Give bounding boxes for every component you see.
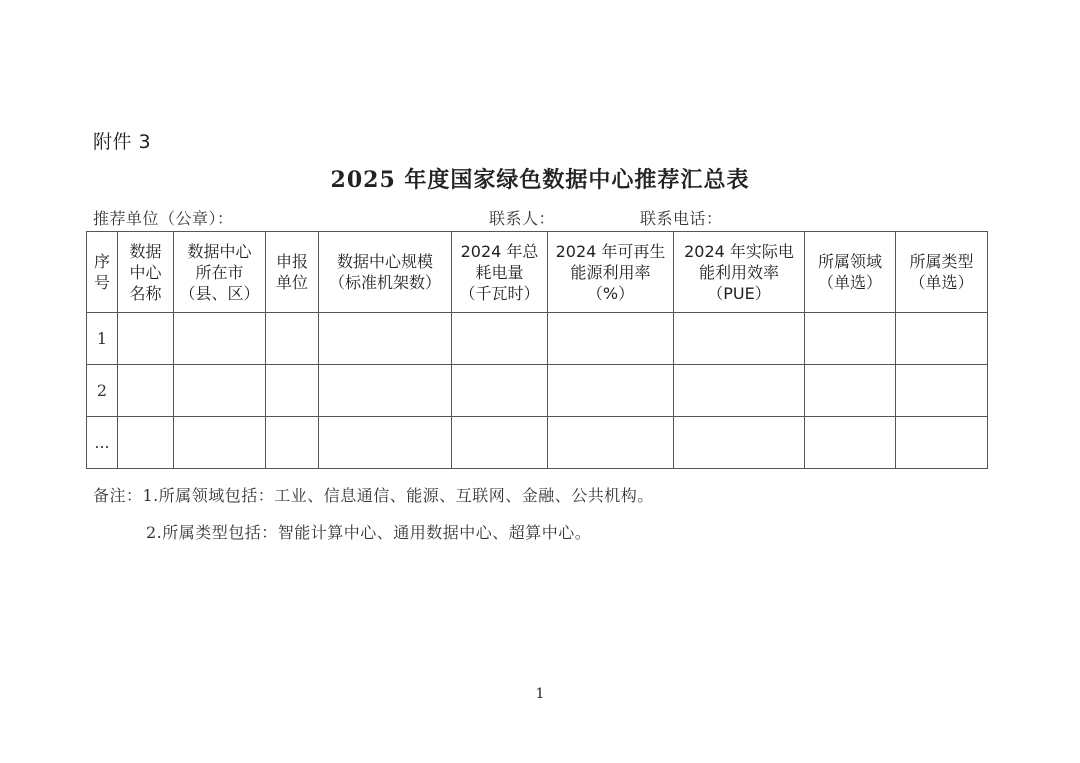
header-dc-name: 数据 中心 名称: [118, 232, 174, 313]
table-cell: [174, 313, 266, 365]
header-index: 序 号: [87, 232, 118, 313]
table-cell: [266, 313, 319, 365]
table-row: [87, 365, 988, 417]
summary-table: [86, 231, 988, 469]
contact-phone-label: 联系电话：: [640, 209, 723, 228]
table-cell: [896, 313, 988, 365]
table-cell: [805, 417, 896, 469]
table-cell: [896, 365, 988, 417]
header-pue: 2024 年实际电 能利用效率 （PUE）: [674, 232, 805, 313]
table-cell: [452, 417, 548, 469]
header-dc-location: 数据中心 所在市 （县、区）: [174, 232, 266, 313]
table-cell: [548, 365, 674, 417]
recommending-unit-label: 推荐单位（公章）：: [93, 209, 234, 228]
table-cell: [266, 365, 319, 417]
table-cell: [118, 365, 174, 417]
table-row: [87, 313, 988, 365]
table-cell: [319, 365, 452, 417]
note-type: 2.所属类型包括：智能计算中心、通用数据中心、超算中心。: [146, 523, 592, 542]
table-row: [87, 417, 988, 469]
table-header-row: [87, 232, 988, 313]
document-title: 2025 年度国家绿色数据中心推荐汇总表: [330, 167, 750, 193]
table-cell: [452, 313, 548, 365]
header-dc-scale: 数据中心规模 （标准机架数）: [319, 232, 452, 313]
row-index-cell: 1: [87, 313, 118, 365]
header-total-power: 2024 年总 耗电量 （千瓦时）: [452, 232, 548, 313]
table-cell: [805, 365, 896, 417]
table-cell: [266, 417, 319, 469]
table-cell: [548, 313, 674, 365]
table-cell: [674, 417, 805, 469]
table-cell: [118, 313, 174, 365]
table-cell: [174, 417, 266, 469]
attachment-label: 附件 3: [93, 131, 152, 153]
table-cell: [548, 417, 674, 469]
row-index-cell: ...: [87, 417, 118, 469]
table-cell: [174, 365, 266, 417]
header-domain: 所属领域 （单选）: [805, 232, 896, 313]
header-applicant: 申报 单位: [266, 232, 319, 313]
page-number: 1: [535, 686, 545, 702]
note-domain: 备注：1.所属领域包括：工业、信息通信、能源、互联网、金融、公共机构。: [93, 486, 654, 505]
table-cell: [118, 417, 174, 469]
table-cell: [674, 313, 805, 365]
table-cell: [319, 313, 452, 365]
table-cell: [896, 417, 988, 469]
table-cell: [452, 365, 548, 417]
header-type: 所属类型 （单选）: [896, 232, 988, 313]
table-cell: [805, 313, 896, 365]
row-index-cell: 2: [87, 365, 118, 417]
table-cell: [319, 417, 452, 469]
contact-person-label: 联系人：: [489, 209, 556, 228]
table-cell: [674, 365, 805, 417]
header-renewable-rate: 2024 年可再生 能源利用率 （%）: [548, 232, 674, 313]
